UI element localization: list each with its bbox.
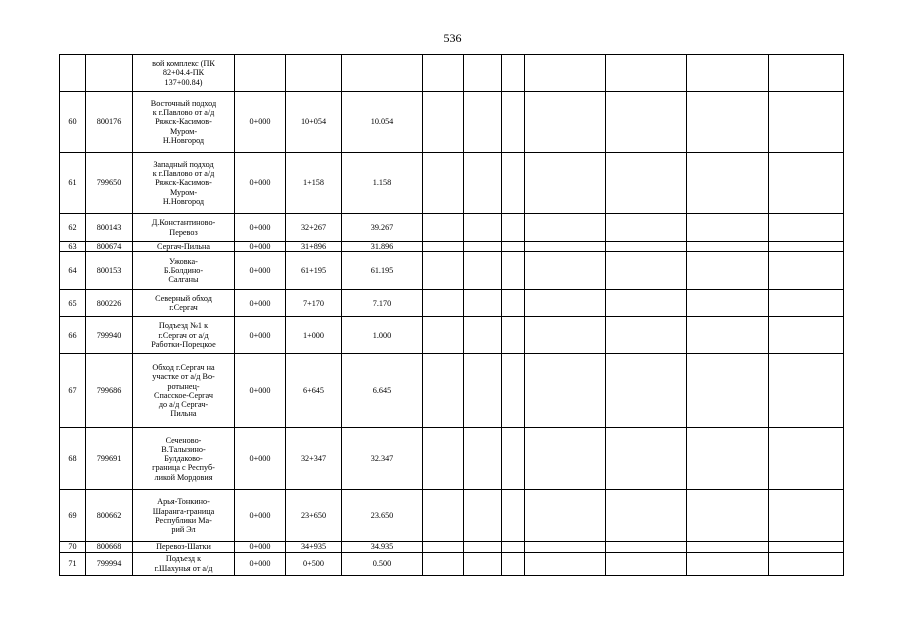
empty-cell bbox=[502, 542, 525, 552]
road-name-line: Ряжск-Касимов- bbox=[155, 117, 212, 127]
road-name-cell bbox=[133, 428, 235, 490]
road-id-cell bbox=[86, 55, 133, 92]
road-name-line: В.Талызино- bbox=[161, 444, 206, 454]
road-name-cell bbox=[133, 354, 235, 428]
empty-cell bbox=[525, 428, 606, 490]
empty-cell bbox=[502, 317, 525, 354]
length-cell: 31.896 bbox=[342, 242, 423, 252]
road-name-line: граница с Респуб- bbox=[152, 463, 215, 473]
table-row bbox=[60, 242, 844, 252]
end-km-cell: 61+195 bbox=[286, 252, 342, 290]
road-name-line: Перевоз-Шатки bbox=[156, 542, 211, 552]
road-name-line: Западный подход bbox=[153, 159, 214, 169]
length-cell: 23.650 bbox=[342, 490, 423, 542]
road-name-line: к г.Павлово от а/д bbox=[152, 108, 215, 118]
empty-cell bbox=[687, 153, 769, 214]
road-name-line: 137+00.84) bbox=[164, 77, 203, 87]
row-number-cell: 65 bbox=[60, 290, 86, 317]
empty-cell bbox=[606, 317, 687, 354]
empty-cell bbox=[769, 252, 844, 290]
road-name-line: Арья-Тонкино- bbox=[157, 497, 210, 507]
empty-cell bbox=[525, 153, 606, 214]
road-name-line: Восточный подход bbox=[150, 98, 217, 108]
length-cell bbox=[342, 55, 423, 92]
length-cell: 0.500 bbox=[342, 552, 423, 575]
empty-cell bbox=[464, 354, 502, 428]
table-row bbox=[60, 92, 844, 153]
empty-cell bbox=[502, 490, 525, 542]
row-number-cell: 64 bbox=[60, 252, 86, 290]
road-name-cell bbox=[133, 490, 235, 542]
empty-cell bbox=[502, 354, 525, 428]
empty-cell bbox=[687, 428, 769, 490]
empty-cell bbox=[464, 92, 502, 153]
end-km-cell bbox=[286, 55, 342, 92]
empty-cell bbox=[525, 490, 606, 542]
table-row bbox=[60, 153, 844, 214]
empty-cell bbox=[502, 55, 525, 92]
road-name-line: 82+04.4-ПК bbox=[162, 68, 205, 78]
road-name-line: участке от а/д Во- bbox=[152, 372, 215, 382]
end-km-cell: 34+935 bbox=[286, 542, 342, 552]
table-row bbox=[60, 214, 844, 242]
empty-cell bbox=[464, 542, 502, 552]
road-name-line: Шаранга-граница bbox=[152, 506, 215, 516]
start-km-cell: 0+000 bbox=[235, 153, 286, 214]
empty-cell bbox=[769, 317, 844, 354]
empty-cell bbox=[525, 214, 606, 242]
start-km-cell: 0+000 bbox=[235, 252, 286, 290]
road-name-cell bbox=[133, 252, 235, 290]
empty-cell bbox=[423, 214, 464, 242]
start-km-cell: 0+000 bbox=[235, 290, 286, 317]
empty-cell bbox=[606, 214, 687, 242]
table-row bbox=[60, 252, 844, 290]
empty-cell bbox=[769, 490, 844, 542]
empty-cell bbox=[464, 490, 502, 542]
empty-cell bbox=[606, 153, 687, 214]
table-row bbox=[60, 542, 844, 552]
road-name-line: Муром- bbox=[169, 187, 198, 197]
start-km-cell: 0+000 bbox=[235, 354, 286, 428]
empty-cell bbox=[423, 354, 464, 428]
empty-cell bbox=[502, 252, 525, 290]
end-km-cell: 6+645 bbox=[286, 354, 342, 428]
empty-cell bbox=[464, 290, 502, 317]
empty-cell bbox=[464, 317, 502, 354]
road-name-line: Сергач-Пильна bbox=[157, 242, 210, 251]
empty-cell bbox=[606, 92, 687, 153]
road-id-cell: 800153 bbox=[86, 252, 133, 290]
row-number-cell: 63 bbox=[60, 242, 86, 252]
table-body bbox=[60, 55, 844, 576]
row-number-cell: 67 bbox=[60, 354, 86, 428]
empty-cell bbox=[769, 55, 844, 92]
empty-cell bbox=[769, 92, 844, 153]
empty-cell bbox=[687, 490, 769, 542]
empty-cell bbox=[502, 290, 525, 317]
row-number-cell bbox=[60, 55, 86, 92]
empty-cell bbox=[423, 92, 464, 153]
length-cell: 32.347 bbox=[342, 428, 423, 490]
road-id-cell: 800226 bbox=[86, 290, 133, 317]
end-km-cell: 1+000 bbox=[286, 317, 342, 354]
table-row bbox=[60, 490, 844, 542]
empty-cell bbox=[687, 92, 769, 153]
row-number-cell: 60 bbox=[60, 92, 86, 153]
empty-cell bbox=[606, 552, 687, 575]
road-name-cell bbox=[133, 153, 235, 214]
end-km-cell: 32+267 bbox=[286, 214, 342, 242]
empty-cell bbox=[464, 428, 502, 490]
empty-cell bbox=[769, 542, 844, 552]
road-id-cell: 800662 bbox=[86, 490, 133, 542]
row-number-cell: 62 bbox=[60, 214, 86, 242]
empty-cell bbox=[464, 214, 502, 242]
empty-cell bbox=[525, 290, 606, 317]
road-name-line: Ряжск-Касимов- bbox=[155, 178, 212, 188]
road-name-line: Б.Болдино- bbox=[163, 266, 204, 276]
road-name-line: Муром- bbox=[169, 126, 198, 136]
length-cell: 10.054 bbox=[342, 92, 423, 153]
road-name-line: Д.Константиново- bbox=[151, 218, 216, 228]
length-cell: 7.170 bbox=[342, 290, 423, 317]
road-name-line: г.Сергач bbox=[169, 303, 198, 313]
empty-cell bbox=[687, 242, 769, 252]
empty-cell bbox=[423, 290, 464, 317]
empty-cell bbox=[606, 242, 687, 252]
road-name-line: ротынец- bbox=[167, 381, 200, 391]
empty-cell bbox=[606, 490, 687, 542]
length-cell: 39.267 bbox=[342, 214, 423, 242]
table-row bbox=[60, 290, 844, 317]
row-number-cell: 70 bbox=[60, 542, 86, 552]
table-row bbox=[60, 354, 844, 428]
empty-cell bbox=[687, 214, 769, 242]
end-km-cell: 23+650 bbox=[286, 490, 342, 542]
start-km-cell: 0+000 bbox=[235, 490, 286, 542]
end-km-cell: 10+054 bbox=[286, 92, 342, 153]
road-name-line: рий Эл bbox=[171, 525, 196, 535]
empty-cell bbox=[423, 542, 464, 552]
empty-cell bbox=[606, 290, 687, 317]
row-number-cell: 66 bbox=[60, 317, 86, 354]
empty-cell bbox=[687, 317, 769, 354]
empty-cell bbox=[687, 354, 769, 428]
end-km-cell: 32+347 bbox=[286, 428, 342, 490]
empty-cell bbox=[423, 252, 464, 290]
empty-cell bbox=[525, 92, 606, 153]
empty-cell bbox=[502, 153, 525, 214]
end-km-cell: 0+500 bbox=[286, 552, 342, 575]
empty-cell bbox=[464, 252, 502, 290]
empty-cell bbox=[769, 428, 844, 490]
empty-cell bbox=[769, 242, 844, 252]
length-cell: 6.645 bbox=[342, 354, 423, 428]
road-name-line: вой комплекс (ПК bbox=[152, 59, 215, 69]
empty-cell bbox=[525, 542, 606, 552]
road-id-cell: 799686 bbox=[86, 354, 133, 428]
empty-cell bbox=[502, 92, 525, 153]
start-km-cell: 0+000 bbox=[235, 542, 286, 552]
road-name-line: Подъезд к bbox=[165, 554, 202, 564]
road-table bbox=[59, 54, 844, 576]
road-name-cell bbox=[133, 92, 235, 153]
start-km-cell: 0+000 bbox=[235, 317, 286, 354]
row-number-cell: 71 bbox=[60, 552, 86, 575]
empty-cell bbox=[769, 552, 844, 575]
road-id-cell: 799940 bbox=[86, 317, 133, 354]
table-row bbox=[60, 428, 844, 490]
end-km-cell: 31+896 bbox=[286, 242, 342, 252]
empty-cell bbox=[525, 55, 606, 92]
empty-cell bbox=[525, 354, 606, 428]
empty-cell bbox=[769, 153, 844, 214]
empty-cell bbox=[502, 214, 525, 242]
road-name-line: г.Шахунья от а/д bbox=[154, 563, 213, 573]
road-id-cell: 799691 bbox=[86, 428, 133, 490]
empty-cell bbox=[606, 55, 687, 92]
start-km-cell: 0+000 bbox=[235, 214, 286, 242]
road-id-cell: 800143 bbox=[86, 214, 133, 242]
start-km-cell: 0+000 bbox=[235, 242, 286, 252]
road-name-line: Булдаково- bbox=[164, 454, 203, 464]
road-name-line: Обход г.Сергач на bbox=[152, 362, 215, 372]
road-id-cell: 800668 bbox=[86, 542, 133, 552]
start-km-cell: 0+000 bbox=[235, 428, 286, 490]
empty-cell bbox=[423, 490, 464, 542]
empty-cell bbox=[502, 242, 525, 252]
table-row bbox=[60, 552, 844, 575]
start-km-cell: 0+000 bbox=[235, 92, 286, 153]
empty-cell bbox=[687, 290, 769, 317]
road-name-line: Перевоз bbox=[169, 227, 198, 237]
empty-cell bbox=[606, 252, 687, 290]
empty-cell bbox=[769, 354, 844, 428]
empty-cell bbox=[769, 290, 844, 317]
row-number-cell: 68 bbox=[60, 428, 86, 490]
road-id-cell: 799650 bbox=[86, 153, 133, 214]
road-name-cell bbox=[133, 290, 235, 317]
empty-cell bbox=[525, 252, 606, 290]
road-name-line: Сеченово- bbox=[165, 435, 202, 445]
road-name-line: Подъезд №1 к bbox=[158, 321, 209, 331]
road-name-line: ликой Мордовия bbox=[154, 472, 213, 482]
empty-cell bbox=[687, 252, 769, 290]
road-name-line: Пильна bbox=[170, 409, 197, 419]
empty-cell bbox=[606, 354, 687, 428]
road-name-line: Республики Ма- bbox=[155, 515, 212, 525]
road-name-cell bbox=[133, 542, 235, 552]
empty-cell bbox=[423, 428, 464, 490]
page-number: 536 bbox=[443, 31, 462, 45]
end-km-cell: 1+158 bbox=[286, 153, 342, 214]
road-name-line: Салганы bbox=[168, 275, 199, 285]
road-name-line: Н.Новгород bbox=[162, 135, 205, 145]
end-km-cell: 7+170 bbox=[286, 290, 342, 317]
start-km-cell bbox=[235, 55, 286, 92]
road-name-line: Спасское-Сергач bbox=[154, 390, 213, 400]
empty-cell bbox=[423, 317, 464, 354]
length-cell: 61.195 bbox=[342, 252, 423, 290]
road-id-cell: 799994 bbox=[86, 552, 133, 575]
empty-cell bbox=[423, 552, 464, 575]
road-name-line: Работки-Порецкое bbox=[151, 339, 216, 349]
road-name-line: Н.Новгород bbox=[162, 196, 205, 206]
empty-cell bbox=[606, 542, 687, 552]
road-name-line: к г.Павлово от а/д bbox=[152, 169, 215, 179]
row-number-cell: 61 bbox=[60, 153, 86, 214]
empty-cell bbox=[464, 242, 502, 252]
road-id-cell: 800674 bbox=[86, 242, 133, 252]
empty-cell bbox=[464, 552, 502, 575]
table-row bbox=[60, 55, 844, 92]
road-name-cell bbox=[133, 317, 235, 354]
empty-cell bbox=[687, 542, 769, 552]
empty-cell bbox=[606, 428, 687, 490]
length-cell: 1.000 bbox=[342, 317, 423, 354]
empty-cell bbox=[423, 242, 464, 252]
empty-cell bbox=[464, 153, 502, 214]
road-name-line: до а/д Сергач- bbox=[158, 400, 209, 410]
empty-cell bbox=[464, 55, 502, 92]
start-km-cell: 0+000 bbox=[235, 552, 286, 575]
road-name-cell bbox=[133, 242, 235, 252]
road-id-cell: 800176 bbox=[86, 92, 133, 153]
empty-cell bbox=[525, 242, 606, 252]
road-name-line: г.Сергач от а/д bbox=[158, 330, 209, 340]
length-cell: 34.935 bbox=[342, 542, 423, 552]
empty-cell bbox=[769, 214, 844, 242]
road-name-cell bbox=[133, 55, 235, 92]
empty-cell bbox=[525, 317, 606, 354]
road-name-line: Северный обход bbox=[155, 294, 212, 303]
empty-cell bbox=[423, 153, 464, 214]
empty-cell bbox=[502, 428, 525, 490]
empty-cell bbox=[525, 552, 606, 575]
empty-cell bbox=[687, 55, 769, 92]
table-row bbox=[60, 317, 844, 354]
road-name-cell bbox=[133, 214, 235, 242]
road-name-line: Ужовка- bbox=[169, 256, 198, 266]
row-number-cell: 69 bbox=[60, 490, 86, 542]
road-name-cell bbox=[133, 552, 235, 575]
empty-cell bbox=[687, 552, 769, 575]
empty-cell bbox=[423, 55, 464, 92]
empty-cell bbox=[502, 552, 525, 575]
length-cell: 1.158 bbox=[342, 153, 423, 214]
